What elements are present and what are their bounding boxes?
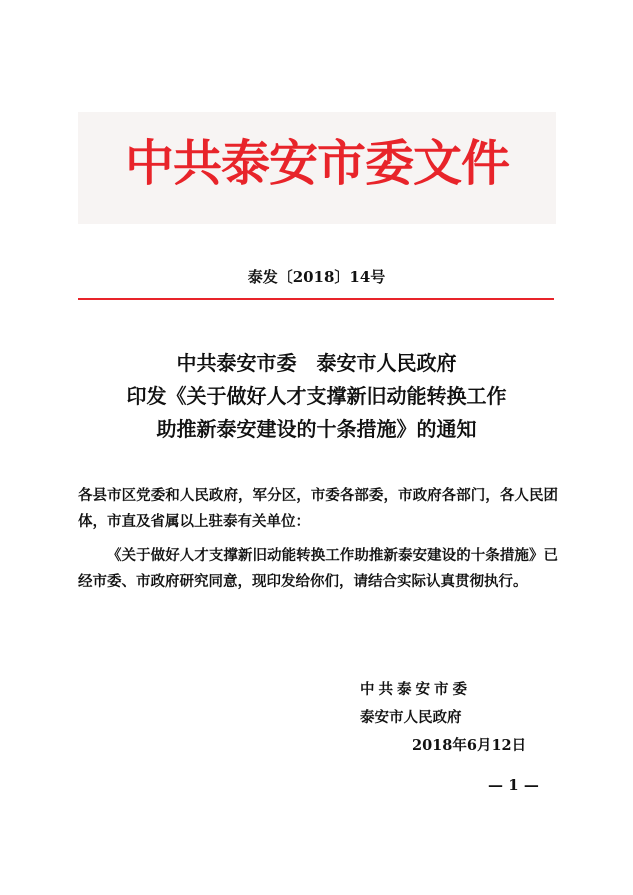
signature-date: 2018年6月12日 <box>412 737 527 754</box>
page-number: — 1 — <box>488 776 539 794</box>
document-header-title: 中共泰安市委文件 <box>124 134 509 192</box>
red-divider <box>78 298 554 300</box>
notice-title-line-2: 印发《关于做好人才支撑新旧动能转换工作 <box>126 384 507 408</box>
notice-title <box>0 347 633 446</box>
document-number: 泰发〔2018〕14号 <box>247 268 386 286</box>
signature-block <box>360 676 526 760</box>
addressee: 各县市区党委和人民政府，军分区，市委各部委，市政府各部门，各人民团体，市直及省属以上驻泰有关单位： <box>78 487 558 530</box>
notice-title-line-1: 中共泰安市委 泰安市人民政府 <box>176 351 457 375</box>
signature-org-1: 中共泰安市委 <box>360 681 471 698</box>
body-paragraph: 《关于做好人才支撑新旧动能转换工作助推新泰安建设的十条措施》已经市委、市政府研究同意，现印发给你们，请结合实际认真贯彻执行。 <box>78 547 558 590</box>
notice-title-line-3: 助推新泰安建设的十条措施》的通知 <box>156 417 477 441</box>
signature-org-2: 泰安市人民政府 <box>360 709 462 726</box>
